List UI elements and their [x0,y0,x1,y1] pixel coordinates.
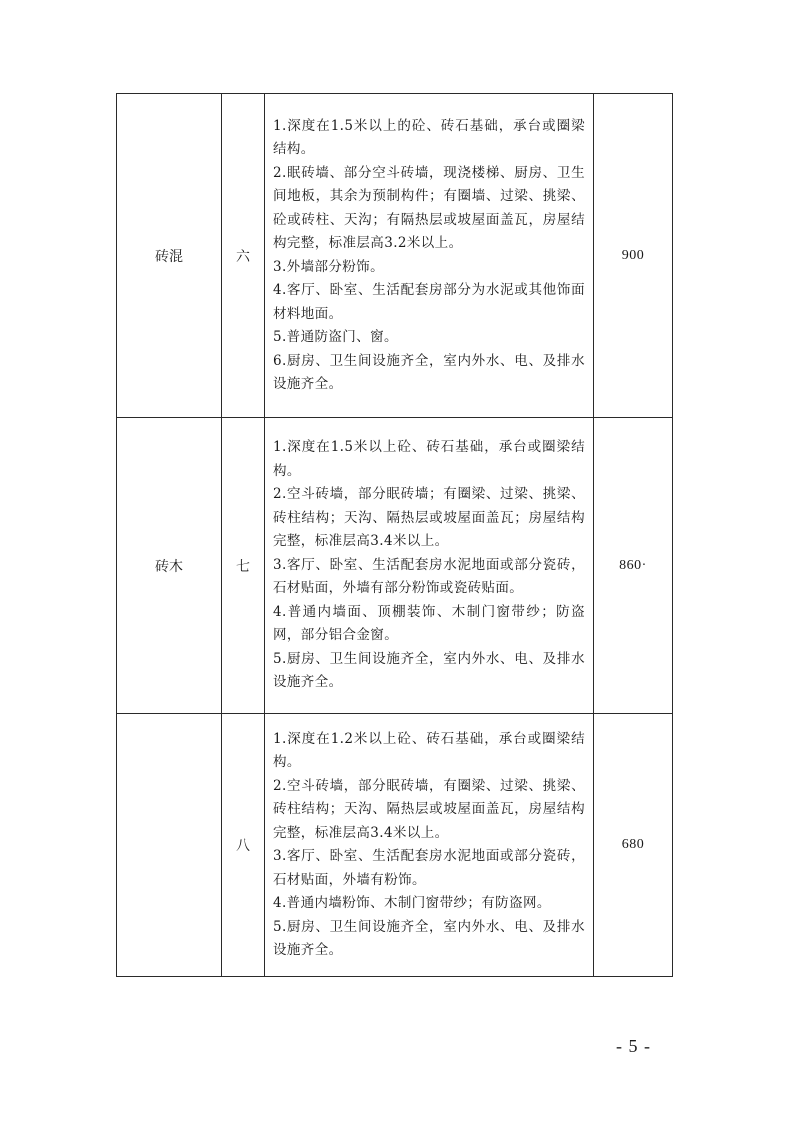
description-item: 2.眠砖墙、部分空斗砖墙，现浇楼梯、厨房、卫生间地板，其余为预制构件；有圈墙、过梁、挑梁、砼或砖柱、天沟；有隔热层或坡屋面盖瓦，房屋结构完整，标准层高3.2米以上。 [273,164,585,251]
description-item: 4.普通内墙粉饰、木制门窗带纱；有防盗网。 [273,895,551,911]
description-list [273,436,585,695]
description-item: 6.厨房、卫生间设施齐全，室内外水、电、及排水设施齐全。 [273,352,585,392]
description-cell [265,418,594,714]
structure-type-cell: 砖混 [117,94,222,418]
description-item: 3.客厅、卧室、生活配套房水泥地面或部分瓷砖，石材贴面，外墙有部分粉饰或瓷砖贴面。 [273,556,585,597]
description-item: 2.空斗砖墙，部分眠砖墙；有圈梁、过梁、挑梁、砖柱结构；天沟、隔热层或坡屋面盖瓦；房屋结构完整，标准层高3.4米以上。 [273,486,585,550]
price-cell: 900 [594,94,673,418]
price-cell: 860· [594,418,673,714]
description-item: 3.外墙部分粉饰。 [273,258,384,275]
description-list [273,728,585,963]
description-item: 1.深度在1.5米以上砼、砖石基础，承台或圈梁结构。 [273,439,585,479]
description-item: 2.空斗砖墙，部分眠砖墙，有圈梁、过梁、挑梁、砖柱结构；天沟、隔热层或坡屋面盖瓦，房屋结构完整，标准层高3.4米以上。 [273,777,585,841]
description-item: 5.厨房、卫生间设施齐全，室内外水、电、及排水设施齐全。 [273,650,585,691]
description-item: 5.普通防盗门、窗。 [273,329,398,345]
page-number: - 5 - [616,1036,651,1056]
structure-type-cell [117,714,222,977]
grade-cell: 八 [222,714,265,977]
description-item: 1.深度在1.2米以上砼、砖石基础，承台或圈梁结构。 [273,730,585,770]
description-item: 3.客厅、卧室、生活配套房水泥地面或部分瓷砖，石材贴面，外墙有粉饰。 [273,848,585,888]
table-row [117,94,673,418]
table-row [117,418,673,714]
price-cell: 680 [594,714,673,977]
description-item: 4.普通内墙面、顶棚装饰、木制门窗带纱；防盗网，部分铝合金窗。 [273,603,585,644]
description-item: 4.客厅、卧室、生活配套房部分为水泥或其他饰面材料地面。 [273,282,585,322]
building-standard-table [116,93,673,977]
description-list [273,115,585,397]
description-item: 1.深度在1.5米以上的砼、砖石基础，承台或圈梁结构。 [273,117,585,157]
description-cell [265,94,594,418]
table-row [117,714,673,977]
grade-cell: 六 [222,94,265,418]
structure-type-cell: 砖木 [117,418,222,714]
description-item: 5.厨房、卫生间设施齐全，室内外水、电、及排水设施齐全。 [273,918,585,958]
grade-cell: 七 [222,418,265,714]
description-cell [265,714,594,977]
